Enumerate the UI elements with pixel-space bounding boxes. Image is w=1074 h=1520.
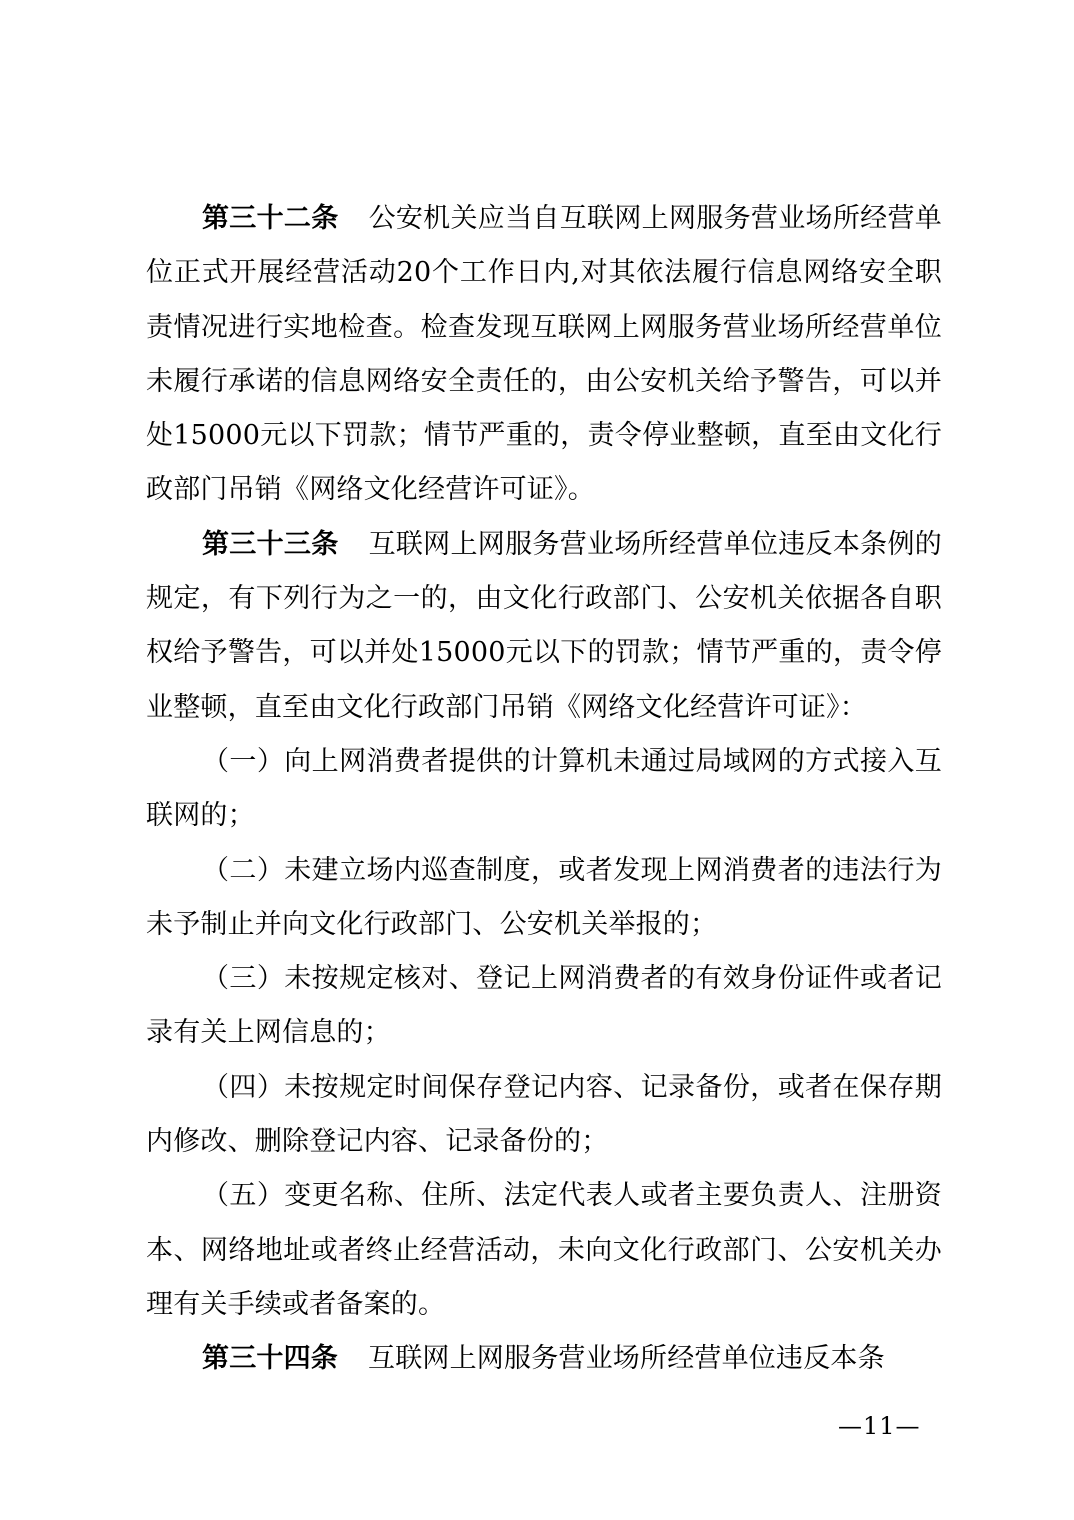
list-item: （三）未按规定核对、登记上网消费者的有效身份证件或者记录有关上网信息的； <box>146 963 942 1049</box>
article-32 <box>146 192 942 518</box>
document-body <box>146 192 942 1387</box>
article-34 <box>146 1332 942 1386</box>
article-label: 第三十四条 <box>202 1343 338 1375</box>
article-33 <box>146 518 942 735</box>
list-item: （五）变更名称、住所、法定代表人或者主要负责人、注册资本、网络地址或者终止经营活动，未向文化行政部门、公安机关办理有关手续或者备案的。 <box>146 1180 942 1320</box>
page-number: —11— <box>838 1412 921 1440</box>
list-item: （二）未建立场内巡查制度，或者发现上网消费者的违法行为未予制止并向文化行政部门、公安机关举报的； <box>146 854 942 940</box>
article-text: 互联网上网服务营业场所经营单位违反本条 <box>368 1343 885 1375</box>
article-label: 第三十三条 <box>202 528 339 560</box>
list-item: （一）向上网消费者提供的计算机未通过局域网的方式接入互联网的； <box>146 745 942 832</box>
article-text: 互联网上网服务营业场所经营单位违反本条例的规定，有下列行为之一的，由文化行政部门、公安机关依据各自职权给予警告，可以并处15000元以下的罚款；情节严重的，责令停业整顿，直至由文化行政部门吊销《网络文化经营许可证》： <box>146 528 942 723</box>
article-text: 公安机关应当自互联网上网服务营业场所经营单位正式开展经营活动20个工作日内,对其依法履行信息网络安全职责情况进行实地检查。检查发现互联网上网服务营业场所经营单位未履行承诺的信息网络安全责任的，由公安机关给予警告，可以并处15000元以下罚款；情节严重的，责令停业整顿，直至由文化行政部门吊销《网络文化经营许可证》。 <box>146 203 942 506</box>
article-label: 第三十二条 <box>202 203 339 234</box>
list-item: （四）未按规定时间保存登记内容、记录备份，或者在保存期内修改、删除登记内容、记录备份的； <box>146 1071 942 1158</box>
